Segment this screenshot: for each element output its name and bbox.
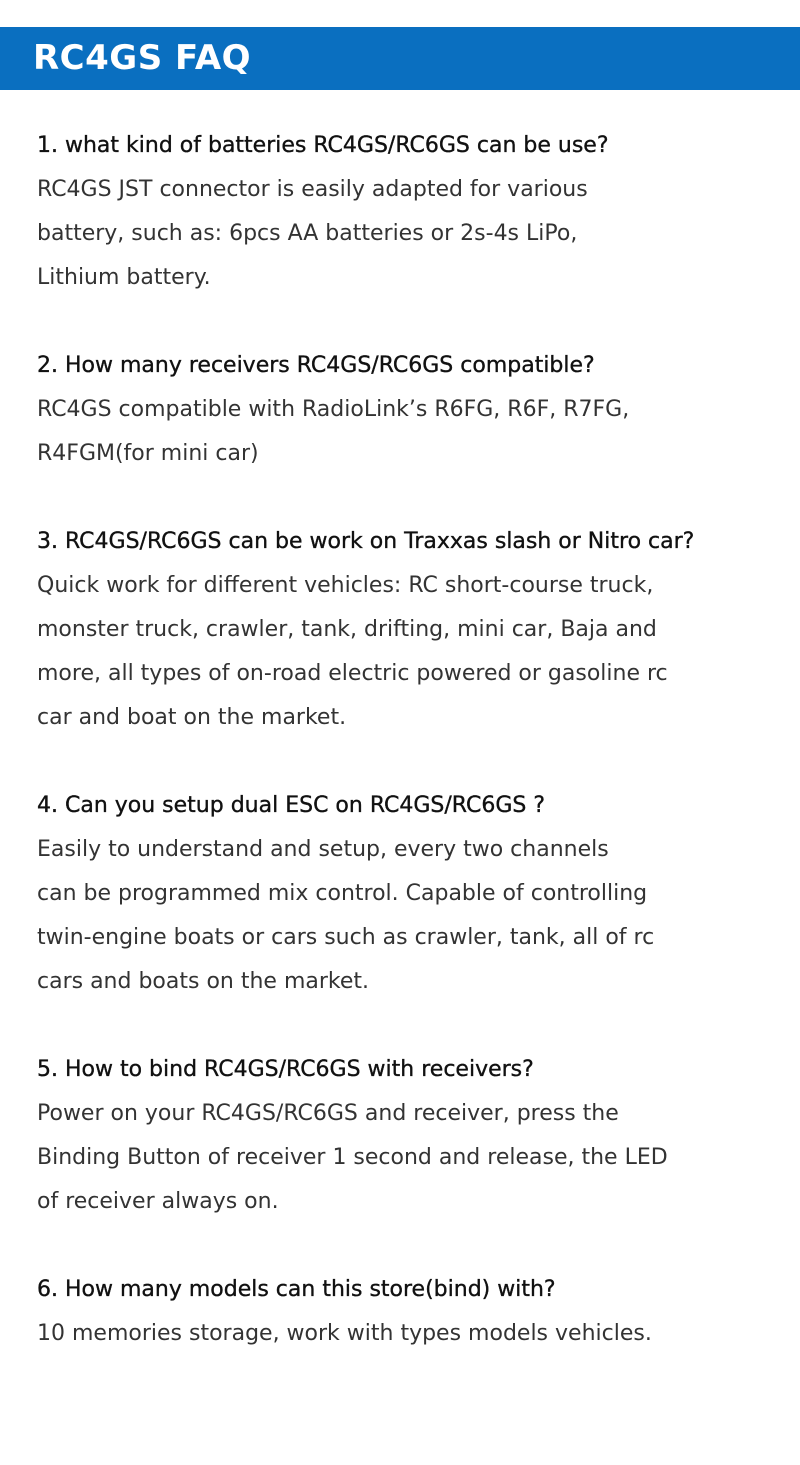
faq-item bbox=[37, 520, 777, 740]
faq-item bbox=[37, 1268, 777, 1356]
faq-answer-line: RC4GS JST connector is easily adapted for various bbox=[37, 177, 588, 202]
faq-answer-line: car and boat on the market. bbox=[37, 705, 347, 730]
faq-question: 1. what kind of batteries RC4GS/RC6GS can be use? bbox=[37, 133, 609, 158]
faq-question: 2. How many receivers RC4GS/RC6GS compatible? bbox=[37, 353, 595, 378]
faq-answer bbox=[37, 1312, 777, 1356]
faq-answer-line: 10 memories storage, work with types models vehicles. bbox=[37, 1321, 652, 1346]
faq-answer bbox=[37, 168, 777, 300]
faq-item bbox=[37, 344, 777, 476]
page-title: RC4GS FAQ bbox=[33, 38, 252, 78]
faq-answer-line: monster truck, crawler, tank, drifting, mini car, Baja and bbox=[37, 617, 657, 642]
faq-list bbox=[37, 124, 777, 1400]
faq-answer bbox=[37, 828, 777, 1004]
faq-answer-line: Lithium battery. bbox=[37, 265, 211, 290]
faq-answer bbox=[37, 388, 777, 476]
faq-answer bbox=[37, 1092, 777, 1224]
faq-answer-line: more, all types of on-road electric powered or gasoline rc bbox=[37, 661, 668, 686]
faq-question: 6. How many models can this store(bind) with? bbox=[37, 1277, 556, 1302]
faq-item bbox=[37, 784, 777, 1004]
faq-question: 4. Can you setup dual ESC on RC4GS/RC6GS ? bbox=[37, 793, 546, 818]
faq-answer-line: RC4GS compatible with RadioLink’s R6FG, R6F, R7FG, bbox=[37, 397, 630, 422]
faq-question: 3. RC4GS/RC6GS can be work on Traxxas slash or Nitro car? bbox=[37, 529, 695, 554]
faq-question: 5. How to bind RC4GS/RC6GS with receivers? bbox=[37, 1057, 534, 1082]
faq-answer-line: Quick work for different vehicles: RC short-course truck, bbox=[37, 573, 654, 598]
faq-answer bbox=[37, 564, 777, 740]
faq-answer-line: R4FGM(for mini car) bbox=[37, 441, 259, 466]
header-bar bbox=[0, 27, 800, 90]
faq-answer-line: Easily to understand and setup, every two channels bbox=[37, 837, 609, 862]
faq-answer-line: Power on your RC4GS/RC6GS and receiver, press the bbox=[37, 1101, 619, 1126]
faq-answer-line: cars and boats on the market. bbox=[37, 969, 370, 994]
faq-item bbox=[37, 1048, 777, 1224]
faq-answer-line: Binding Button of receiver 1 second and release, the LED bbox=[37, 1145, 668, 1170]
faq-answer-line: battery, such as: 6pcs AA batteries or 2s-4s LiPo, bbox=[37, 221, 578, 246]
faq-item bbox=[37, 124, 777, 300]
faq-answer-line: twin-engine boats or cars such as crawler, tank, all of rc bbox=[37, 925, 655, 950]
faq-answer-line: of receiver always on. bbox=[37, 1189, 279, 1214]
faq-answer-line: can be programmed mix control. Capable of controlling bbox=[37, 881, 648, 906]
